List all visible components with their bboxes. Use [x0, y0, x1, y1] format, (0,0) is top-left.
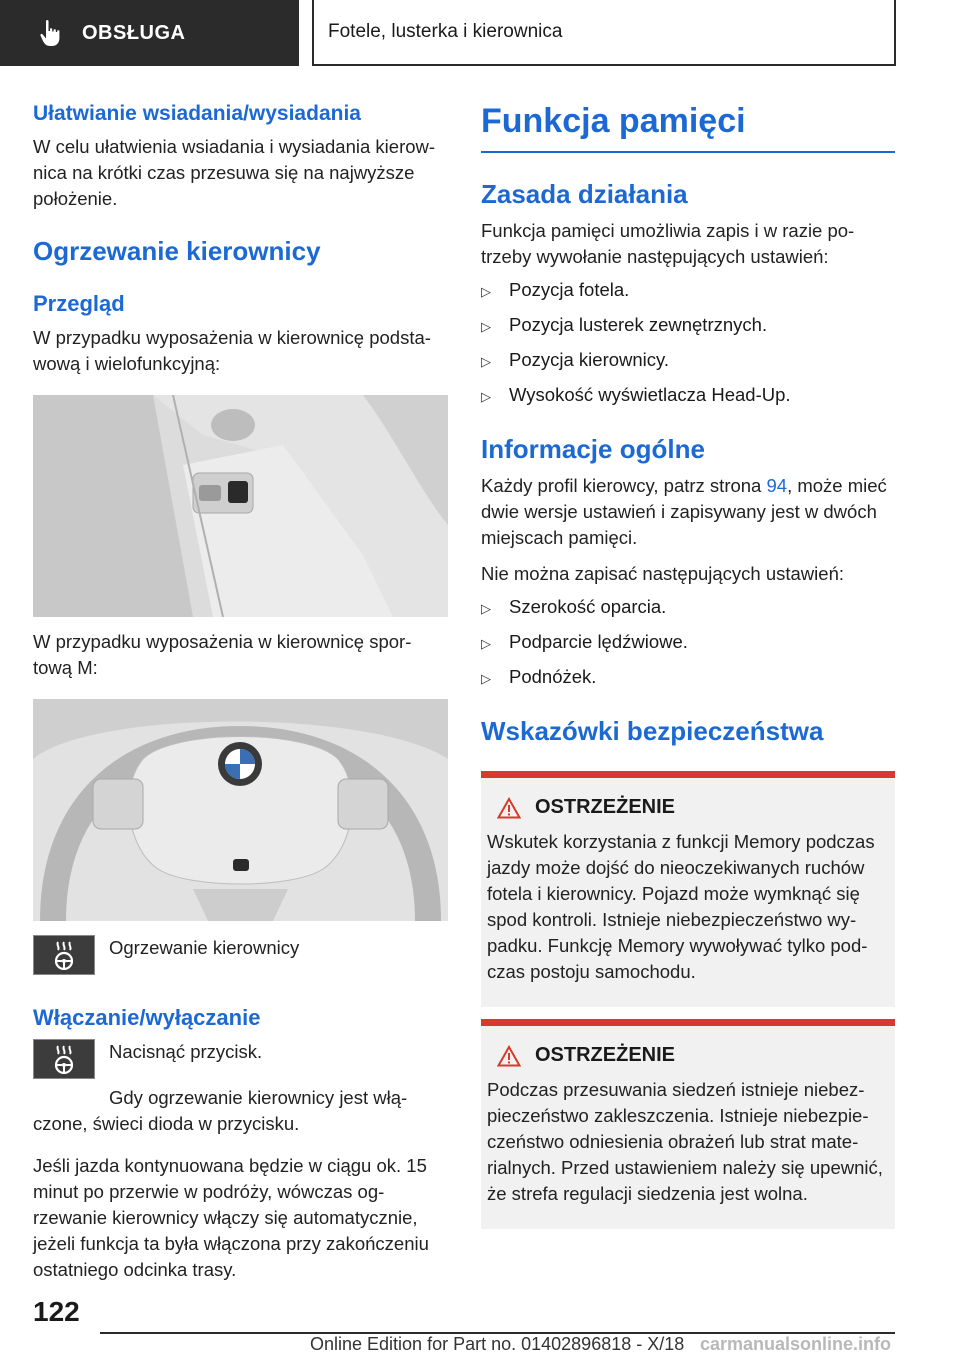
heading-memory-function: Funkcja pamięci — [481, 102, 895, 153]
steering-heating-button-icon — [33, 935, 95, 975]
list-item: ▷ Pozycja fotela. — [481, 279, 630, 300]
warning-triangle-icon — [497, 1045, 521, 1067]
principle-list — [481, 277, 895, 410]
steering-column-illustration — [33, 395, 448, 617]
warning-text-2: Podczas przesuwania siedzeń istnieje niebez-pieczeństwo zakleszczenia. Istnieje niebezpie-czeństwo odniesienia obrażeń lub strat mate-rialnych. Przed ustawieniem należy się upewnić, że strefa regulacji siedzenia jest wolna. — [487, 1079, 883, 1204]
steering-heating-button-icon-2 — [33, 1039, 95, 1079]
text-easy-entry: W celu ułatwienia wsiadania i wysiadania kierow-nica na krótki czas przesuwa się na najwyższe położenie. — [33, 136, 436, 209]
text-principle: Funkcja pamięci umożliwia zapis i w razie po-trzeby wywołanie następujących ustawień: — [481, 220, 855, 267]
warning-title-2: OSTRZEŻENIE — [487, 1044, 889, 1067]
steering-wheel-photo — [33, 699, 448, 921]
warning-box-1 — [481, 771, 895, 1007]
heading-easy-entry: Ułatwianie wsiadania/wysiadania — [33, 102, 361, 125]
list-item: ▷ Podnóżek. — [481, 666, 597, 687]
text-overview-basic: W przypadku wyposażenia w kierownicę podsta-wową i wielofunkcyjną: — [33, 327, 431, 374]
heading-overview: Przegląd — [33, 291, 125, 316]
steering-wheel-illustration — [33, 699, 448, 921]
list-item: ▷ Szerokość oparcia. — [481, 596, 667, 617]
heading-general-info: Informacje ogólne — [481, 434, 705, 464]
text-not-saved: Nie można zapisać następujących ustawień: — [481, 563, 844, 584]
footer-edition: Online Edition for Part no. 01402896818 - X/18 — [310, 1334, 685, 1354]
text-press-button: Nacisnąć przycisk. — [109, 1041, 263, 1062]
section-title: OBSŁUGA — [82, 21, 186, 44]
icon-caption-row — [33, 935, 448, 975]
steering-column-photo — [33, 395, 448, 617]
list-item: ▷ Pozycja lusterek zewnętrznych. — [481, 314, 768, 335]
heading-steering-heating: Ogrzewanie kierownicy — [33, 236, 321, 266]
pointing-hand-icon — [38, 19, 64, 47]
text-general-info: Każdy profil kierowcy, patrz strona 94, może mieć dwie wersje ustawień i zapisywany jest w dwóch miejscach pamięci. — [481, 475, 887, 548]
warning-box-2 — [481, 1019, 895, 1229]
not-saved-list — [481, 594, 895, 692]
heading-on-off: Włączanie/wyłączanie — [33, 1005, 261, 1030]
left-column — [33, 96, 448, 1283]
page-link-94[interactable]: 94 — [766, 475, 788, 496]
warning-triangle-icon — [497, 797, 521, 819]
list-item: ▷ Pozycja kierownicy. — [481, 349, 670, 370]
list-item: ▷ Podparcie lędźwiowe. — [481, 631, 688, 652]
list-item: ▷ Wysokość wyświetlacza Head-Up. — [481, 384, 791, 405]
warning-title-1: OSTRZEŻENIE — [487, 796, 889, 819]
page-header — [0, 0, 960, 66]
right-column — [481, 96, 895, 1229]
warning-text-1: Wskutek korzystania z funkcji Memory podczas jazdy może dojść do nieoczekiwanych ruchów fotela i kierownicy. Pojazd może wymknąć się spod kontroli. Istnieje niebezpieczeństwo wy-padku. Funkcję Memory wywoływać tylko pod-czas postoju samochodu. — [487, 831, 875, 982]
footer-watermark: carmanualsonline.info — [700, 1334, 892, 1354]
heading-principle: Zasada działania — [481, 179, 688, 209]
icon-caption: Ogrzewanie kierownicy — [109, 937, 300, 958]
text-overview-sport: W przypadku wyposażenia w kierownicę spor-tową M: — [33, 631, 412, 678]
chapter-tab — [312, 0, 896, 66]
text-led-indicator: Gdy ogrzewanie kierownicy jest włą-czone, świeci dioda w przycisku. — [33, 1087, 408, 1134]
text-auto-restart: Jeśli jazda kontynuowana będzie w ciągu ok. 15 minut po przerwie w podróży, wówczas og-rzewanie kierownicy włączy się automatycznie, jeżeli funkcja ta była włączona przy zakończeniu ostatniego odcinka trasy. — [33, 1155, 429, 1280]
page-number: 122 — [33, 1296, 80, 1327]
heading-safety: Wskazówki bezpieczeństwa — [481, 716, 824, 746]
press-button-row — [33, 1039, 448, 1079]
section-tab — [0, 0, 299, 66]
chapter-title: Fotele, lusterka i kierownica — [328, 21, 563, 42]
